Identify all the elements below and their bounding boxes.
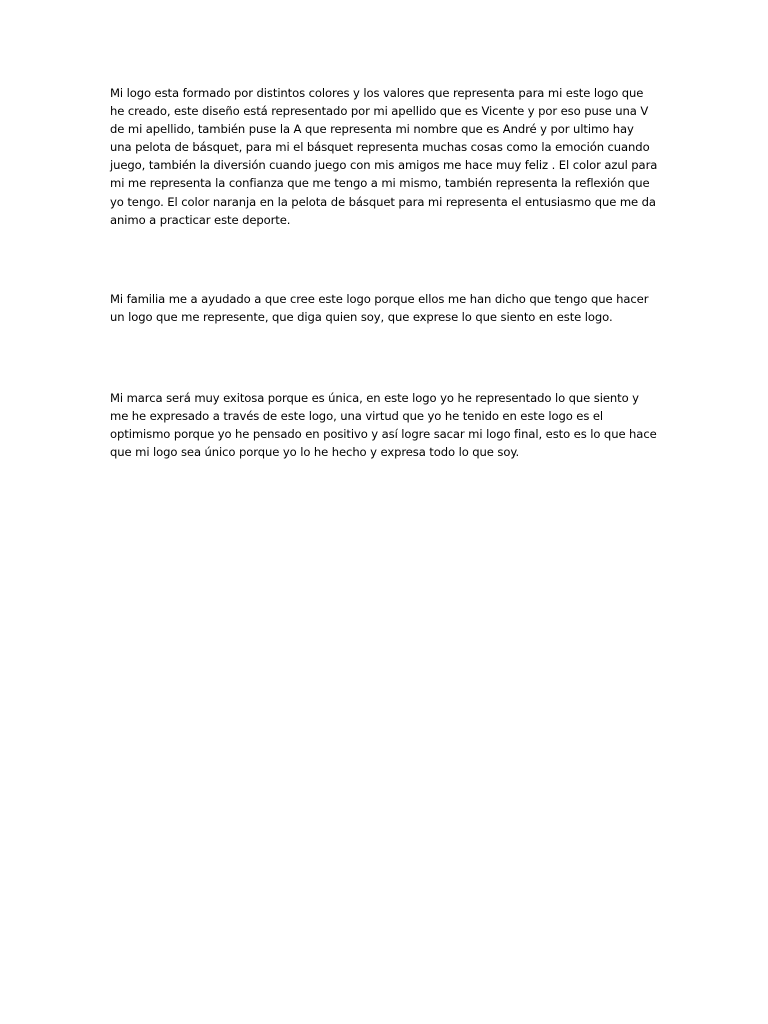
text-line: yo tengo. El color naranja en la pelota de básquet para mi representa el entusiasmo que me da: [110, 194, 656, 209]
text-line: de mi apellido, también puse la A que representa mi nombre que es André y por ultimo hay: [110, 122, 634, 137]
paragraph-family-help: [110, 290, 648, 326]
text-line: Mi familia me a ayudado a que cree este logo porque ellos me han dicho que tengo que hacer: [110, 292, 649, 306]
paragraph-brand-success: [110, 389, 657, 461]
text-line: mi me representa la confianza que me tengo a mi mismo, también representa la reflexión que: [110, 176, 650, 191]
text-line: optimismo porque yo he pensado en positivo y así logre sacar mi logo final, esto es lo que hace: [110, 427, 657, 442]
text-line: Mi marca será muy exitosa porque es única, en este logo yo he representado lo que siento y: [110, 391, 639, 405]
text-line: me he expresado a través de este logo, una virtud que yo he tenido en este logo es el: [110, 409, 603, 424]
text-line: juego, también la diversión cuando juego con mis amigos me hace muy feliz . El color azul para: [110, 158, 658, 173]
text-line: Mi logo esta formado por distintos colores y los valores que representa para mi este logo que: [110, 86, 644, 100]
text-line: he creado, este diseño está representado por mi apellido que es Vicente y por eso puse una V: [110, 104, 649, 119]
text-line: que mi logo sea único porque yo lo he hecho y expresa todo lo que soy.: [110, 445, 520, 460]
paragraph-logo-description: [110, 84, 657, 229]
text-line: animo a practicar este deporte.: [110, 212, 291, 227]
text-line: un logo que me represente, que diga quien soy, que exprese lo que siento en este logo.: [110, 310, 613, 325]
text-line: una pelota de básquet, para mi el básquet representa muchas cosas como la emoción cuando: [110, 140, 650, 155]
